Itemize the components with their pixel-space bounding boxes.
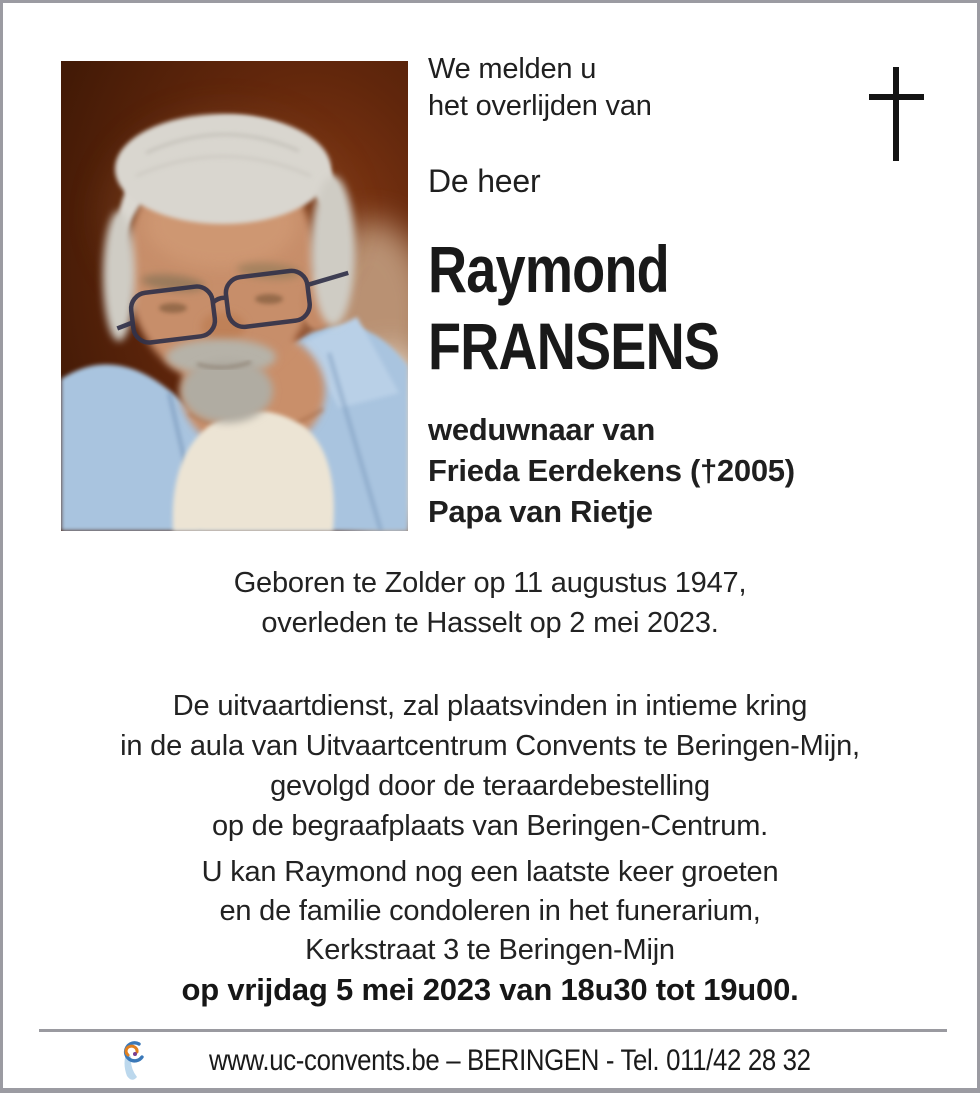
relation-line-1: weduwnaar van — [428, 412, 655, 447]
farewell-line-2: en de familie condoleren in het funerarium, — [219, 895, 761, 927]
funeral-home-contact: www.uc-convents.be – BERINGEN - Tel. 011/42 28 32 — [209, 1044, 811, 1077]
deceased-last-name: FRANSENS — [428, 309, 720, 383]
life-dates-paragraph — [3, 563, 977, 643]
service-line-3: gevolgd door de teraardebestelling — [270, 770, 710, 802]
service-line-4: op de begraafplaats van Beringen-Centrum. — [211, 810, 769, 842]
relation-line-3: Papa van Rietje — [428, 494, 653, 529]
farewell-line-1: U kan Raymond nog een laatste keer groeten — [201, 856, 779, 888]
deceased-first-name: Raymond — [428, 232, 669, 306]
footer — [3, 1035, 977, 1087]
intro-line-2: het overlijden van — [428, 90, 652, 122]
deceased-name — [428, 231, 719, 385]
portrait-illustration — [61, 61, 408, 531]
relations-text — [428, 409, 795, 532]
birth-line: Geboren te Zolder op 11 augustus 1947, — [233, 567, 747, 599]
relation-line-2: Frieda Eerdekens (†2005) — [428, 453, 795, 488]
salutation: De heer — [428, 163, 541, 199]
visitation-datetime: op vrijdag 5 mei 2023 van 18u30 tot 19u00. — [181, 972, 799, 1007]
intro-text — [428, 51, 652, 125]
service-paragraph — [3, 686, 977, 846]
death-line: overleden te Hasselt op 2 mei 2023. — [261, 607, 719, 639]
farewell-line-3: Kerkstraat 3 te Beringen-Mijn — [305, 934, 675, 966]
portrait-photo — [61, 61, 408, 531]
latin-cross-icon — [866, 63, 926, 163]
uc-convents-logo-icon — [120, 1038, 146, 1084]
service-line-2: in de aula van Uitvaartcentrum Convents te Beringen-Mijn, — [120, 730, 860, 762]
farewell-paragraph — [3, 853, 977, 1009]
footer-divider — [39, 1029, 947, 1032]
intro-line-1: We melden u — [428, 53, 597, 85]
service-line-1: De uitvaartdienst, zal plaatsvinden in intieme kring — [172, 690, 808, 722]
